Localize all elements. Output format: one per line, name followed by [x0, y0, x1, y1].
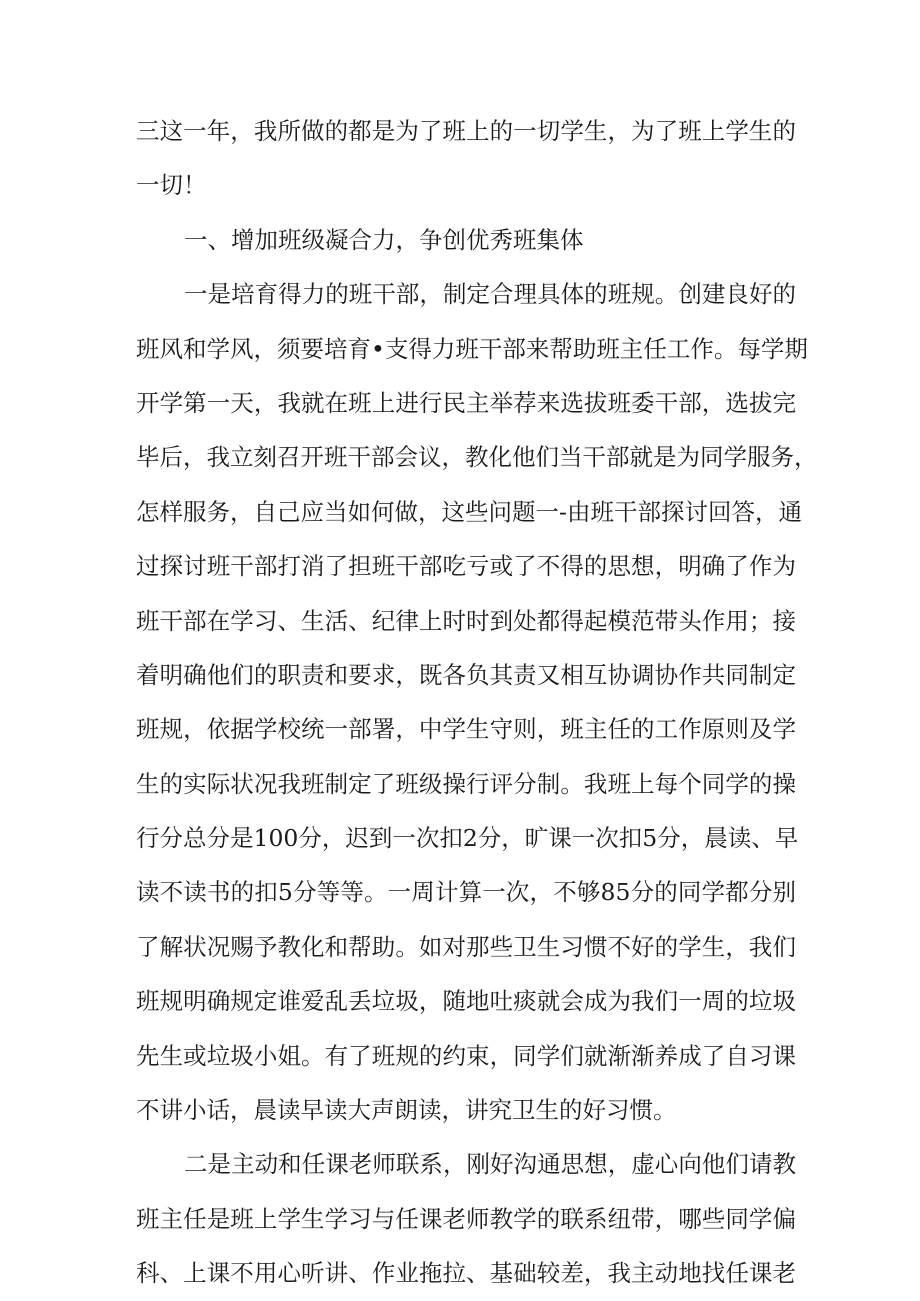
text-line: 读不读书的扣5分等等。一周计算一次，不够85分的同学都分别: [136, 878, 796, 907]
text-line: 班干部在学习、生活、纪律上时时到处都得起模范带头作用；接: [136, 606, 796, 635]
text-line: 过探讨班干部打消了担班干部吃亏或了不得的思想，明确了作为: [136, 552, 796, 581]
text-line: 开学第一天，我就在班上进行民主举荐来选拔班委干部，选拔完: [136, 388, 796, 417]
text-line: 毕后，我立刻召开班干部会议，教化他们当干部就是为同学服务，: [136, 443, 818, 472]
paragraph-start-line: 二是主动和任课老师联系，刚好沟通思想，虚心向他们请教: [184, 1150, 796, 1179]
text-line: 不讲小话，晨读早读大声朗读，讲究卫生的好习惯。: [136, 1096, 677, 1125]
text-line: 班主任是班上学生学习与任课老师教学的联系纽带，哪些同学偏: [136, 1204, 796, 1233]
text-line: 行分总分是100分，迟到一次扣2分，旷课一次扣5分，晨读、早: [136, 824, 799, 853]
text-line: 一切！: [136, 171, 207, 200]
text-line: 班规，依据学校统一部署，中学生守则，班主任的工作原则及学: [136, 715, 796, 744]
text-line: 三这一年，我所做的都是为了班上的一切学生，为了班上学生的: [136, 117, 796, 145]
paragraph-start-line: 一是培育得力的班干部，制定合理具体的班规。创建良好的: [184, 280, 796, 309]
text-line: 着明确他们的职责和要求，既各负其责又相互协调协作共同制定: [136, 660, 796, 689]
text-line: 班风和学风，须要培育•支得力班干部来帮助班主任工作。每学期: [136, 334, 808, 363]
text-line: 班规明确规定谁爱乱丢垃圾，随地吐痰就会成为我们一周的垃圾: [136, 987, 796, 1016]
text-line: 先生或垃圾小姐。有了班规的约束，同学们就渐渐养成了自习课: [136, 1041, 796, 1070]
text-line: 怎样服务，自己应当如何做，这些问题一-由班干部探讨回答，通: [136, 497, 802, 526]
text-line: 生的实际状况我班制定了班级操行评分制。我班上每个同学的操: [136, 769, 796, 798]
section-heading: 一、增加班级凝合力，争创优秀班集体: [184, 225, 584, 254]
body-text: [136, 104, 818, 1301]
text-line: 科、上课不用心听讲、作业拖拉、基础较差，我主动地找任课老: [136, 1259, 796, 1288]
text-line: 了解状况赐予教化和帮助。如对那些卫生习惯不好的学生，我们: [136, 932, 796, 961]
